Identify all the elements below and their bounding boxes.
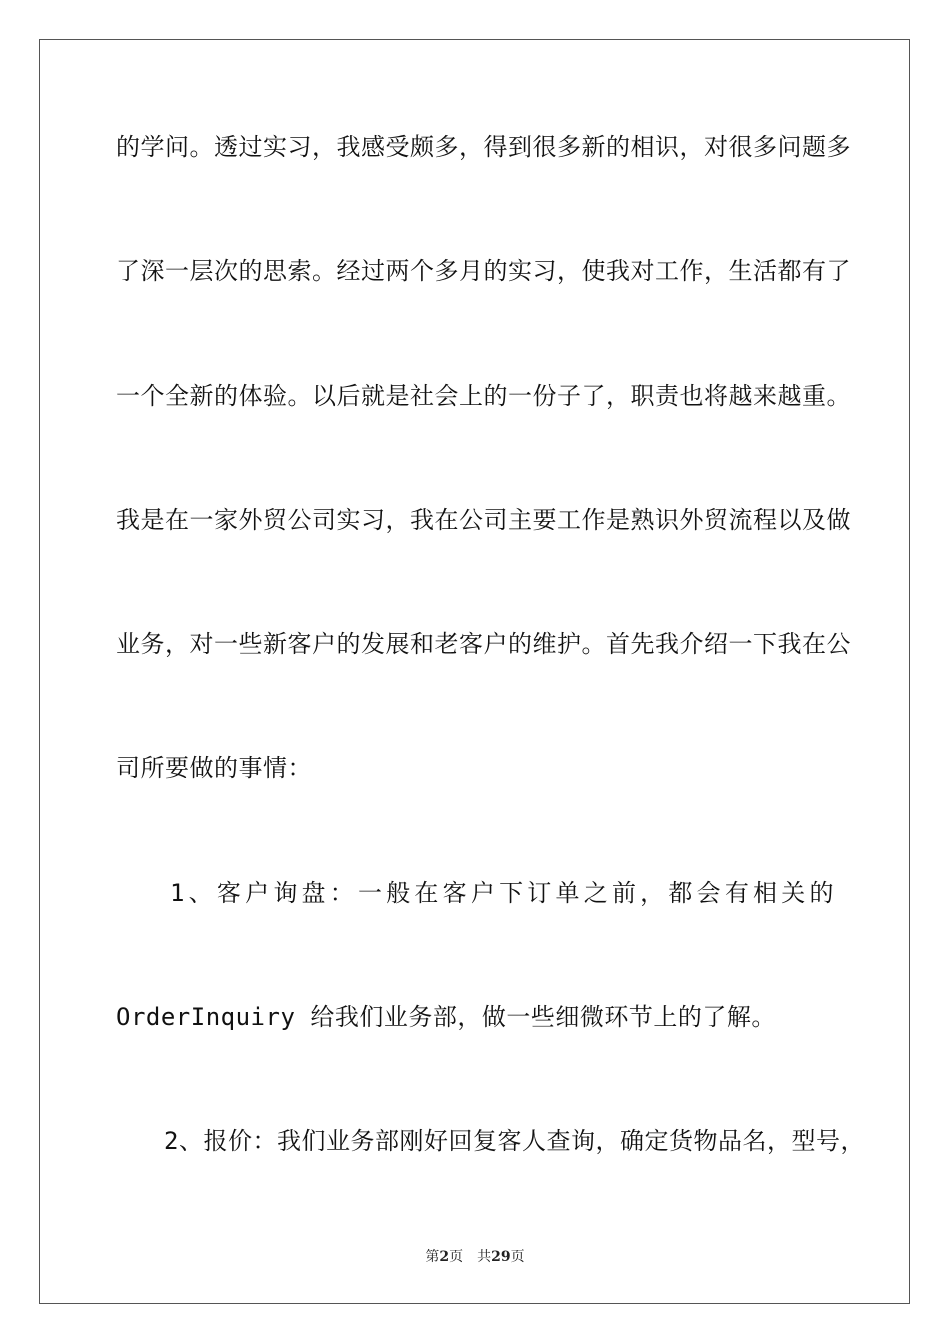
page-prefix: 第 [425,1249,440,1265]
page-footer [0,1246,950,1266]
total-pages: 29 [491,1249,511,1265]
paragraph-line: 业务，对一些新客户的发展和老客户的维护。首先我介绍一下我在公 [116,630,851,658]
paragraph-line: 了深一层次的思索。经过两个多月的实习，使我对工作，生活都有了 [116,257,851,285]
paragraph-line: 一个全新的体验。以后就是社会上的一份子了，职责也将越来越重。 [116,382,851,410]
list-item-quotation: 2、报价：我们业务部刚好回复客人查询，确定货物品名，型号， [164,1127,865,1155]
paragraph-line: 司所要做的事情： [116,754,312,782]
paragraph-line: OrderInquiry 给我们业务部，做一些细微环节上的了解。 [116,1003,776,1031]
page-number: 2 [439,1249,450,1265]
list-item-inquiry: 1、客户询盘：一般在客户下订单之前，都会有相关的 [170,879,834,907]
total-prefix: 共 [477,1249,492,1265]
total-suffix: 页 [510,1249,525,1265]
paragraph-line: 我是在一家外贸公司实习，我在公司主要工作是熟识外贸流程以及做 [116,506,851,534]
page-suffix: 页 [449,1249,464,1265]
paragraph-line: 的学问。透过实习，我感受颇多，得到很多新的相识，对很多问题多 [116,133,851,161]
page-border [39,39,910,1304]
